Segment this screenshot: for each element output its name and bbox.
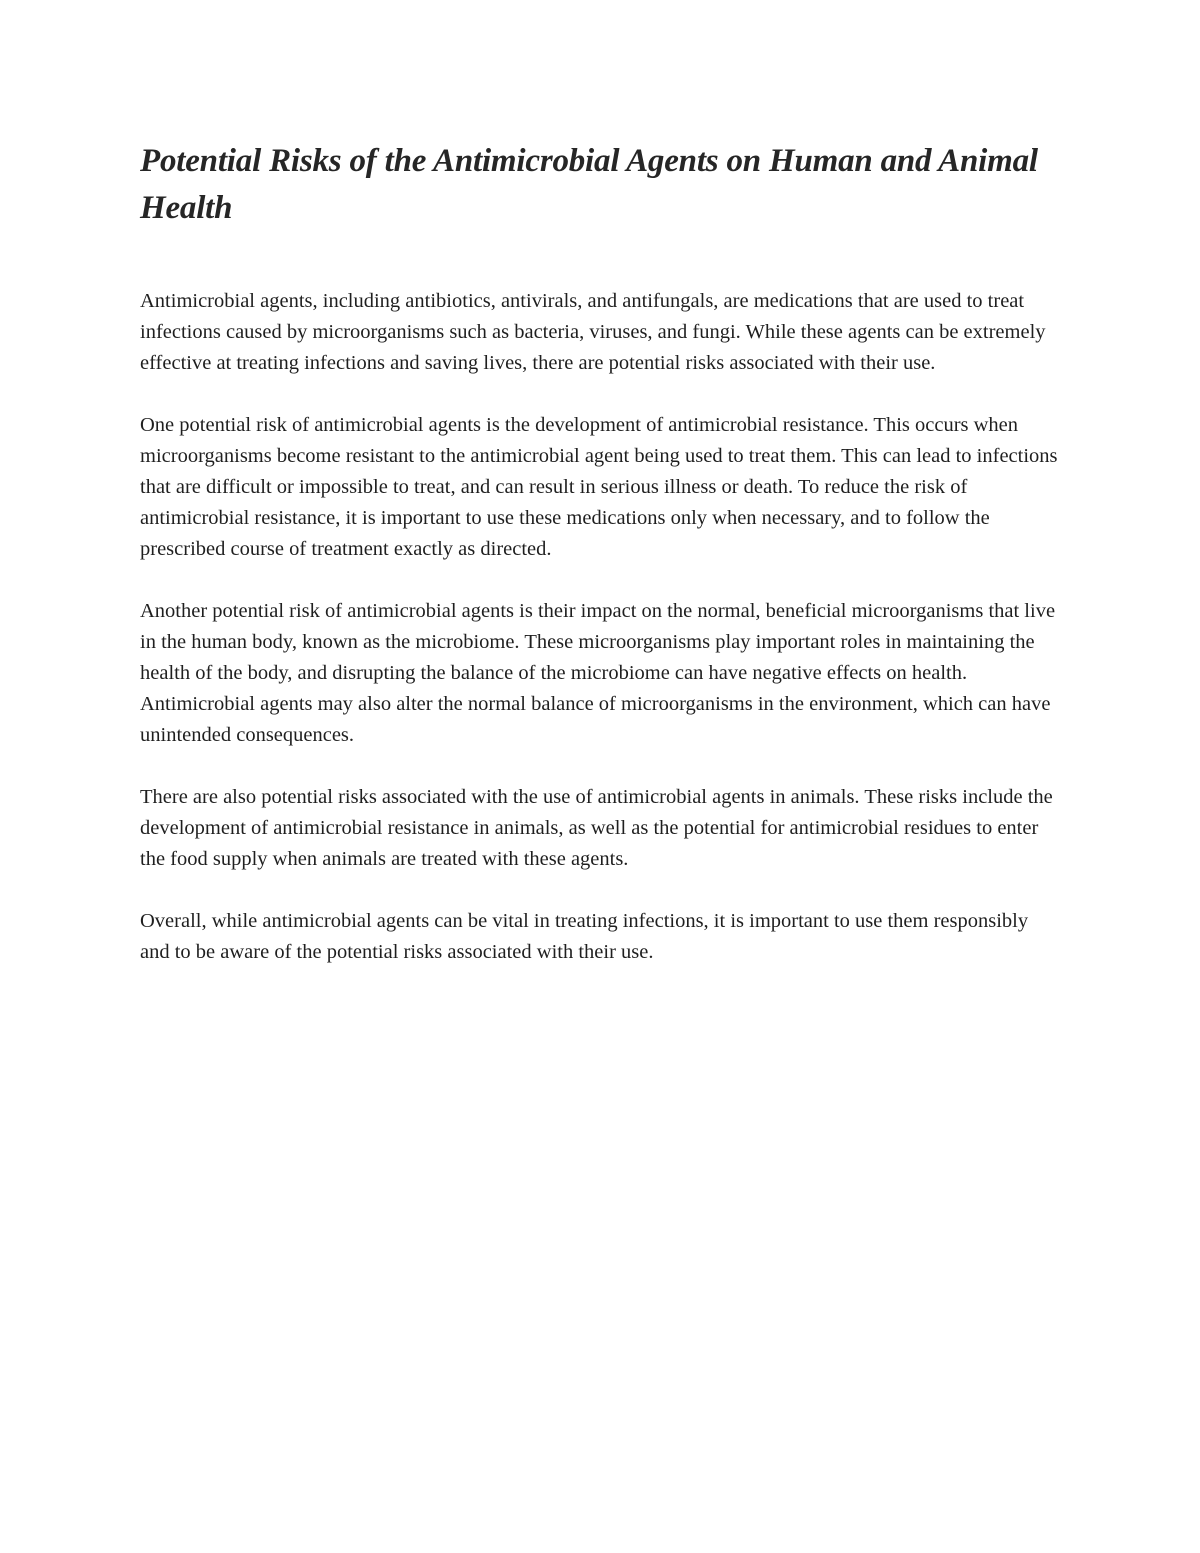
document-body xyxy=(140,286,1060,968)
paragraph-resistance: One potential risk of antimicrobial agents is the development of antimicrobial resistance. This occurs when microorganisms become resistant to the antimicrobial agent being used to treat them. This can lead to infections that are difficult or impossible to treat, and can result in serious illness or death. To reduce the risk of antimicrobial resistance, it is important to use these medications only when necessary, and to follow the prescribed course of treatment exactly as directed. xyxy=(140,414,1058,560)
paragraph-microbiome: Another potential risk of antimicrobial agents is their impact on the normal, beneficial microorganisms that live in the human body, known as the microbiome. These microorganisms play important roles in maintaining the health of the body, and disrupting the balance of the microbiome can have negative effects on health. Antimicrobial agents may also alter the normal balance of microorganisms in the environment, which can have unintended consequences. xyxy=(140,600,1056,746)
paragraph-conclusion: Overall, while antimicrobial agents can be vital in treating infections, it is important to use them responsibly and to be aware of the potential risks associated with their use. xyxy=(140,910,1029,963)
paragraph-animals: There are also potential risks associated with the use of antimicrobial agents in animals. These risks include the development of antimicrobial resistance in animals, as well as the potential for antimicrobial residues to enter the food supply when animals are treated with these agents. xyxy=(140,786,1053,870)
document-content xyxy=(140,138,1060,999)
paragraph-intro: Antimicrobial agents, including antibiotics, antivirals, and antifungals, are medications that are used to treat infections caused by microorganisms such as bacteria, viruses, and fungi. While these agents can be extremely effective at treating infections and saving lives, there are potential risks associated with their use. xyxy=(140,290,1046,374)
document-title: Potential Risks of the Antimicrobial Agents on Human and Animal Health xyxy=(140,143,1038,226)
